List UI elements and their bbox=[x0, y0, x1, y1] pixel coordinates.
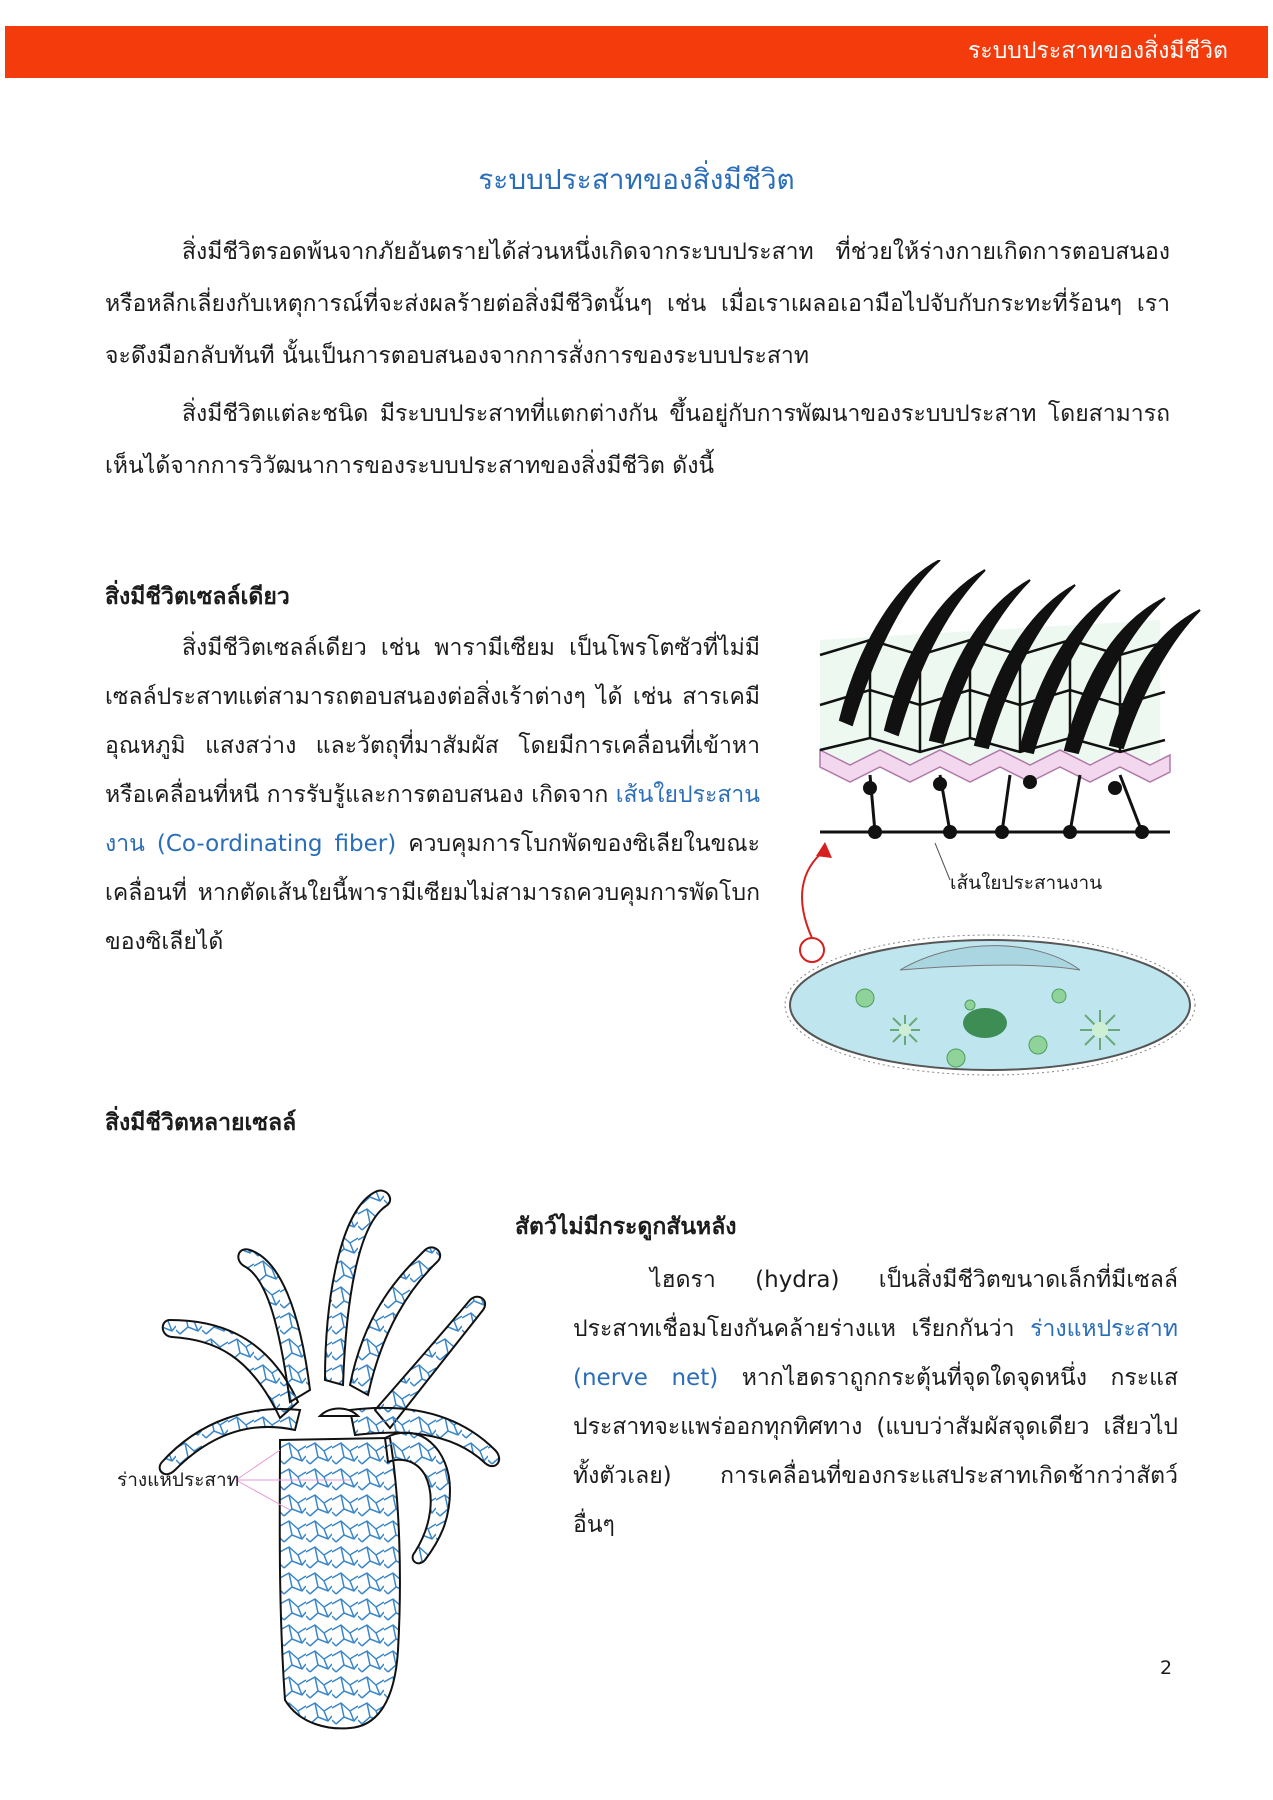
hydra-text-after: หากไฮดราถูกกระตุ้นที่จุดใดจุดหนึ่ง กระแสประสาทจะแพร่ออกทุกทิศทาง (แบบว่าสัมผัสจุดเดียว เสียวไปทั้งตัวเลย) การเคลื่อนที่ของกระแสประสาทเกิดช้ากว่าสัตว์อื่นๆ bbox=[573, 1365, 1178, 1538]
unicellular-text-before: สิ่งมีชีวิตเซลล์เดียว เช่น พารามีเซียม เป็นโพรโตซัวที่ไม่มีเซลล์ประสาทแต่สามารถตอบสนองต่อสิ่งเร้าต่างๆ ได้ เช่น สารเคมี อุณหภูมิ แสงสว่าง และวัตถุที่มาสัมผัส โดยมีการเคลื่อนที่เข้าหาหรือเคลื่อนที่หนี การรับรู้และการตอบสนอง เกิดจาก bbox=[105, 635, 760, 808]
invertebrate-subheading: สัตว์ไม่มีกระดูกสันหลัง bbox=[515, 1214, 737, 1240]
header-bar bbox=[5, 26, 1268, 78]
unicellular-text-after: ควบคุมการโบกพัดของซิเลียในขณะเคลื่อนที่ หากตัดเส้นใยนี้พารามีเซียมไม่สามารถควบคุมการพัดโบกของซิเลียได้ bbox=[105, 831, 760, 955]
page-number: 2 bbox=[1160, 1657, 1173, 1679]
page-title: ระบบประสาทของสิ่งมีชีวิต bbox=[478, 163, 795, 196]
unicellular-paragraph bbox=[105, 624, 760, 967]
nerve-net-label: ร่างแหประสาท bbox=[117, 1469, 240, 1491]
nerve-net-term: ร่างแหประสาท (nerve net) bbox=[573, 1316, 1178, 1391]
hydra-paragraph bbox=[573, 1256, 1178, 1550]
coordinating-fiber-term: เส้นใยประสานงาน (Co-ordinating fiber) bbox=[105, 782, 760, 857]
intro-paragraph-2: สิ่งมีชีวิตแต่ละชนิด มีระบบประสาทที่แตกต่างกัน ขึ้นอยู่กับการพัฒนาของระบบประสาท โดยสามารถเห็นได้จากการวิวัฒนาการของระบบประสาทของสิ่งมีชีวิต ดังนี้ bbox=[105, 401, 1170, 479]
header-title: ระบบประสาทของสิ่งมีชีวิต bbox=[968, 38, 1228, 64]
intro-paragraph-1: สิ่งมีชีวิตรอดพ้นจากภัยอันตรายได้ส่วนหนึ่งเกิดจากระบบประสาท ที่ช่วยให้ร่างกายเกิดการตอบสนอง หรือหลีกเลี่ยงกับเหตุการณ์ที่จะส่งผลร้ายต่อสิ่งมีชีวิตนั้นๆ เช่น เมื่อเราเผลอเอามือไปจับกับกระทะที่ร้อนๆ เราจะดึงมือกลับทันที นั้นเป็นการตอบสนองจากการสั่งการของระบบประสาท bbox=[105, 239, 1170, 369]
hydra-text-before: ไฮดรา (hydra) เป็นสิ่งมีชีวิตขนาดเล็กที่มีเซลล์ประสาทเชื่อมโยงกันคล้ายร่างแห เรียกกันว่า bbox=[573, 1267, 1178, 1342]
unicellular-heading: สิ่งมีชีวิตเซลล์เดียว bbox=[105, 584, 290, 610]
hydra-figure bbox=[150, 1180, 540, 1740]
multicellular-heading: สิ่งมีชีวิตหลายเซลล์ bbox=[105, 1110, 297, 1136]
paramecium-figure bbox=[780, 560, 1210, 1080]
coordinating-fiber-label: เส้นใยประสานงาน bbox=[950, 872, 1103, 894]
